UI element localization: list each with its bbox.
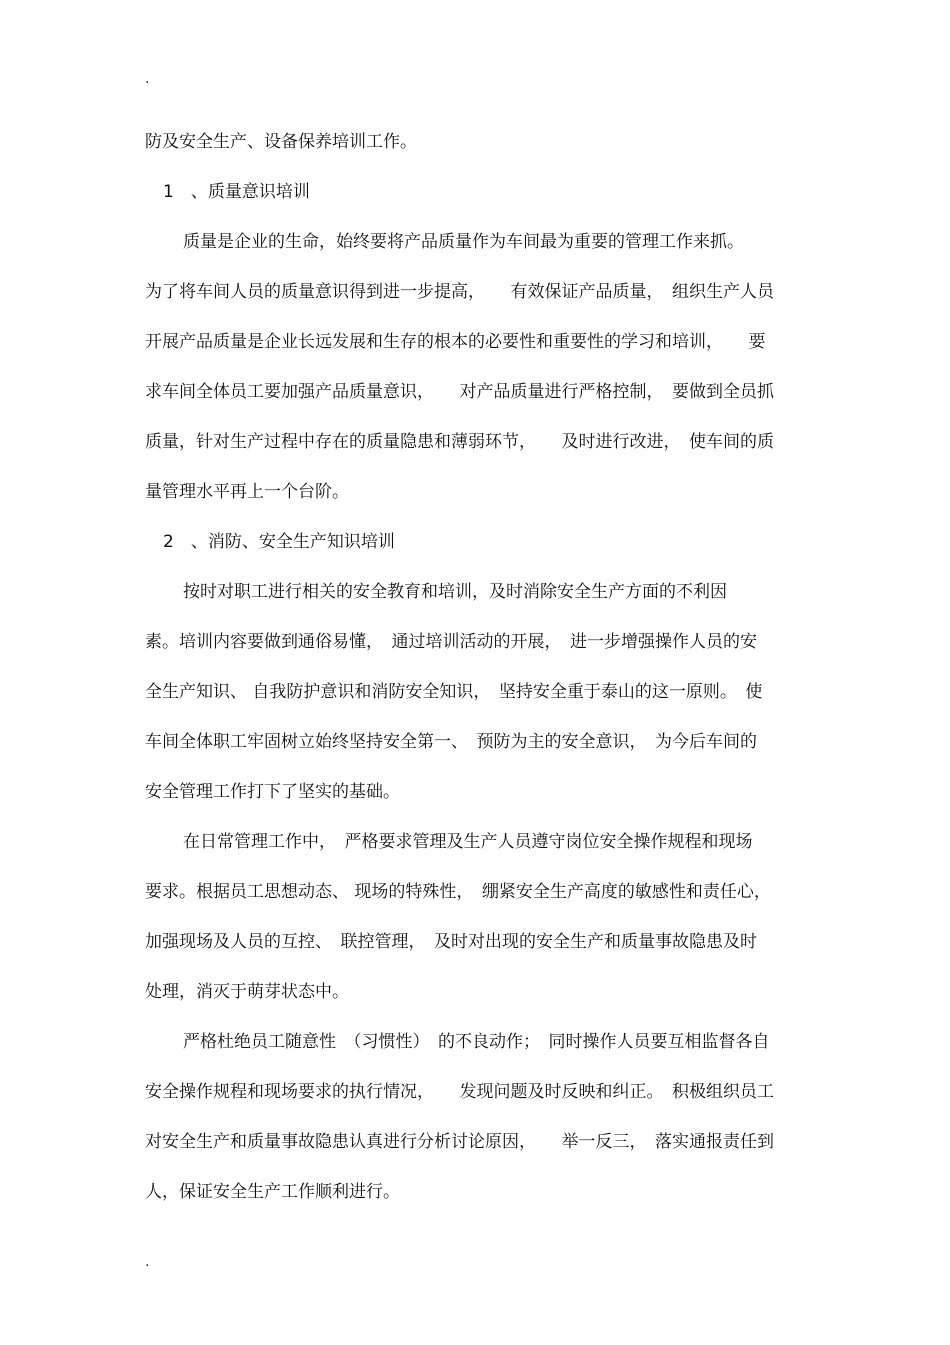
text-line: 质量，针对生产过程中存在的质量隐患和薄弱环节， 及时进行改进， 使车间的质 bbox=[145, 432, 774, 452]
section-heading-safety: 2 、消防、安全生产知识培训 bbox=[163, 532, 395, 552]
text-line: 严格杜绝员工随意性 （习惯性） 的不良动作； 同时操作人员要互相监督各自 bbox=[183, 1032, 770, 1052]
text-line: 加强现场及人员的互控、 联控管理， 及时对出现的安全生产和质量事故隐患及时 bbox=[145, 932, 757, 952]
text-line: 在日常管理工作中， 严格要求管理及生产人员遵守岗位安全操作规程和现场 bbox=[183, 832, 753, 852]
text-line: 对安全生产和质量事故隐患认真进行分析讨论原因， 举一反三， 落实通报责任到 bbox=[145, 1132, 774, 1152]
text-line: 安全管理工作打下了坚实的基础。 bbox=[145, 782, 400, 802]
text-line: 开展产品质量是企业长远发展和生存的根本的必要性和重要性的学习和培训， 要 bbox=[145, 332, 766, 352]
text-line: 防及安全生产、设备保养培训工作。 bbox=[145, 132, 417, 152]
text-line: 量管理水平再上一个台阶。 bbox=[145, 482, 349, 502]
text-line: 人，保证安全生产工作顺利进行。 bbox=[145, 1182, 400, 1202]
section-heading-quality: 1 、质量意识培训 bbox=[163, 182, 310, 202]
text-line: 要求。根据员工思想动态、 现场的特殊性， 绷紧安全生产高度的敏感性和责任心， bbox=[145, 882, 771, 902]
page-top-mark: . bbox=[145, 71, 150, 87]
text-line: 车间全体职工牢固树立始终坚持安全第一、 预防为主的安全意识， 为今后车间的 bbox=[145, 732, 757, 752]
text-line: 为了将车间人员的质量意识得到进一步提高， 有效保证产品质量， 组织生产人员 bbox=[145, 282, 774, 302]
text-line: 处理，消灭于萌芽状态中。 bbox=[145, 982, 349, 1002]
text-line: 全生产知识、 自我防护意识和消防安全知识， 坚持安全重于泰山的这一原则。 使 bbox=[145, 682, 763, 702]
text-line: 求车间全体员工要加强产品质量意识， 对产品质量进行严格控制， 要做到全员抓 bbox=[145, 382, 774, 402]
text-line: 安全操作规程和现场要求的执行情况， 发现问题及时反映和纠正。 积极组织员工 bbox=[145, 1082, 774, 1102]
text-line: 质量是企业的生命，始终要将产品质量作为车间最为重要的管理工作来抓。 bbox=[183, 232, 744, 252]
text-line: 素。培训内容要做到通俗易懂， 通过培训活动的开展， 进一步增强操作人员的安 bbox=[145, 632, 757, 652]
text-line: 按时对职工进行相关的安全教育和培训，及时消除安全生产方面的不利因 bbox=[183, 582, 727, 602]
page-bottom-mark: . bbox=[145, 1254, 150, 1270]
